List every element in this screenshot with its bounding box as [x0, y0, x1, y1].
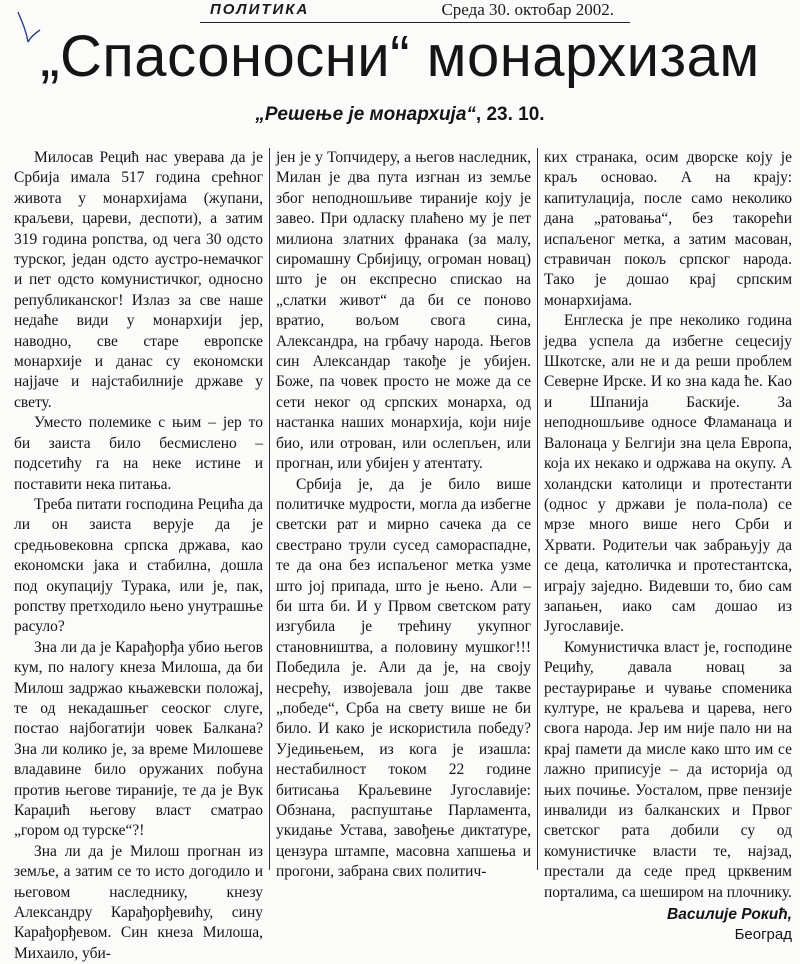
- paragraph-continued: ких странака, осим дворске коју је краљ основао. А на крају: капитулација, после само неколико дана „ратовања“, без такорећи испаљеног метка, а затим масован, стравичан покољ српског народа. Тако је дошао крај српским монархијама.: [544, 149, 792, 309]
- column-1: [14, 148, 269, 962]
- subhead-quote: „Решење је монархија“: [255, 104, 476, 125]
- paragraph: Зна ли да је Карађорђа убио његов кум, по налогу кнеза Милоша, да би Милош задржао књажевски положај, те од некадашњег сеоског слуге, постао најбогатији човек Балкана? Зна ли колико је, за време Милошеве владавине било оружаних побуна против његове тираније, те да је Вук Караџић његову власт сматрао „гором од турске“?!: [14, 638, 263, 840]
- newspaper-name: ПОЛИТИКА: [210, 1, 310, 18]
- paragraph: Милосав Рецић нас уверава да је Србија имала 517 година срећног живота у монархијама (жупани, краљеви, цареви, деспоти), а затим 319 година ропства, од чега 30 одсто турског, један одсто аустро-немачког и пет одсто комунистичког, односно републиканског! Излаз за све наше недаће види у монархији јер, наводно, све старе европске монархије и данас су економски најјаче и најстабилније државе у свету.: [14, 149, 263, 411]
- column-3: [537, 148, 792, 944]
- column-2: [269, 148, 537, 881]
- paragraph: Србија је, да је било више политичке мудрости, могла да избегне светски рат и мирно сачека да се свестрано трули сусед самораспадне, те да она без испаљеног метка узме што јој припада, што је њено. Али – би шта би. И у Првом светском рату изгубила је трећину укупног становништва, а половину мушког!!! Победила је. Али да је, на своју несрећу, извојевала још две такве „победе“, Срба на свету више не би било. И како је искористила победу? Уједињењем, из кога је изашла: нестабилност током 22 године битисања Краљевине Југославије: Обзнана, распуштање Парламента, укидање Устава, завођење диктатуре, цензура штампе, масовна хапшења и прогони, забрана свих политич-: [276, 475, 531, 881]
- paragraph-continued: јен је у Топчидеру, а његов наследник, Милан је два пута изгнан из земље због неподношљиве тираније коју је завео. При одласку плаћено му је пет милиона златних франака (за малу, сиромашну Србијицу, огроман новац) што је он експресно спискао на „слатки живот“ да би се поново вратио, вољом свога сина, Александра, на грбачу народа. Његов син Александар такође је убијен. Боже, па човек просто не може да се сети неког од српских монарха, од настанка наших монархија, који није био, или отрован, или ослепљен, или прогнан, или убијен у атентату.: [276, 149, 531, 473]
- paragraph: Енглеска је пре неколико година једва успела да избегне сецесију Шкотске, али не и да реши проблем Северне Ирске. И ко зна када ће. Као и Шпанија Баскије. За неподношљиве односе Фламанаца и Валонаца у Белгији зна цела Европа, која их некако и одржава на окупу. А холандски католици и протестанти (однос у држави је пола-пола) се мрзе много више него Срби и Хрвати. Родитељи чак забрањују да се деца, католичка и протестантска, играју заједно. Видевши то, био сам запањен, иако сам дошао из Југославије.: [544, 312, 792, 636]
- issue-date: Среда 30. октобар 2002.: [441, 0, 614, 19]
- subhead-date: , 23. 10.: [475, 104, 545, 125]
- masthead: [200, 0, 630, 23]
- article-subhead: [0, 103, 800, 127]
- author-city: Београд: [734, 926, 792, 944]
- paragraph: Треба питати господина Рецића да ли он заиста верује да је средњовековна српска држава, као економски јака и стабилна, дошла под окупацију Турака, или је, пак, ропству претходило њено унутрашње расуло?: [14, 495, 263, 636]
- article-body: [14, 148, 792, 962]
- paragraph: Зна ли да је Милош прогнан из земље, а затим се то исто догодило и његовом наследнику, кнезу Александру Карађорђевићу, сину Карађорђевом. Син кнеза Милоша, Михаило, уби-: [14, 842, 263, 962]
- paragraph: Уместо полемике с њим – јер то би заиста било бесмислено – подсетићу га на неке истине и поставити нека питања.: [14, 414, 263, 493]
- paragraph: Комунистичка власт је, господине Рецићу, давала новац за рестаурирање и чување споменика културе, не краљева и царева, него свога народа. Јер им није пало ни на крај памети да мисле како што им се лажно приписује – да историја од њих почиње. Уосталом, прве пензије инвалиди из балканских и Првог светског рата добили су од комунистичке власти те, најзад, престали да седе пред црквеним порталима, са шеширом на плочнику.: [544, 638, 792, 901]
- article-headline: „Спасоносни“ монархизам: [40, 24, 760, 89]
- author-signature: Василије Рокић,: [667, 906, 792, 924]
